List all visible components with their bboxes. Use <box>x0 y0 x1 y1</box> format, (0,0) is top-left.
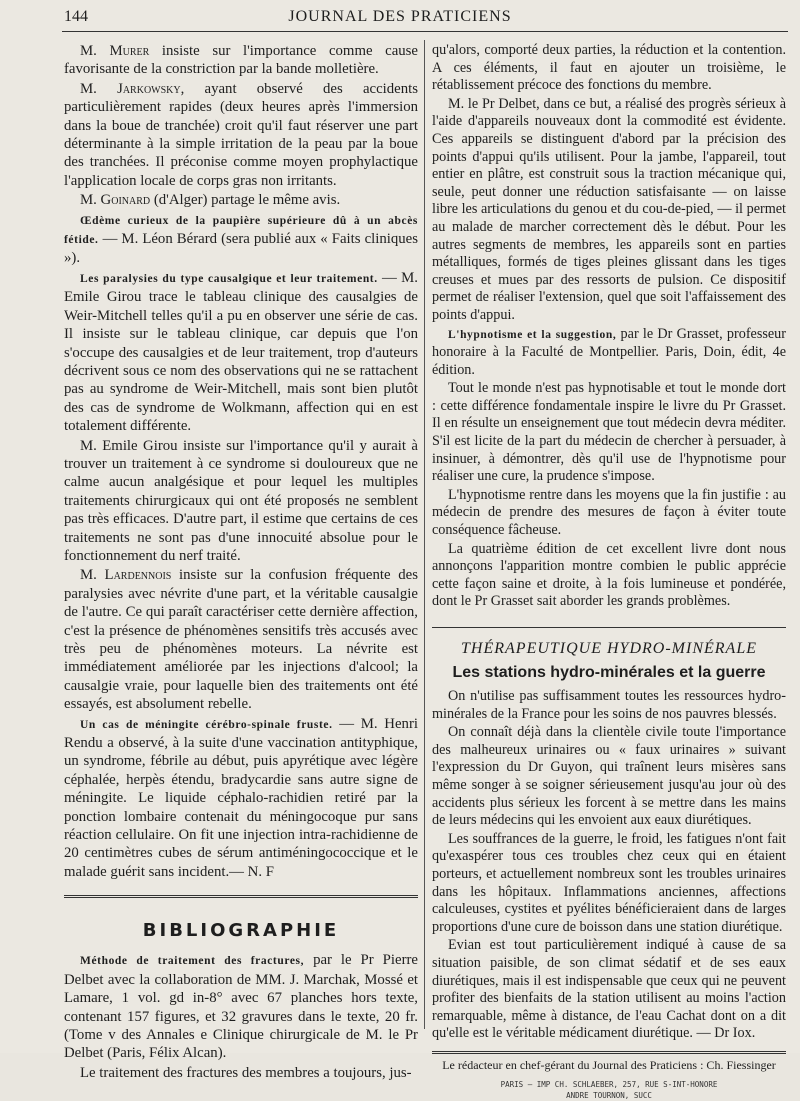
paragraph-quatrieme-edition: La quatrième édition de cet excellent livre dont nous annonçons l'apparition montre combien le public apprécie cette façon saine et droite, à la fois lumineuse et pondérée, dont le Pr Grasset sait aborder les grands problèmes. <box>432 540 786 610</box>
page-number: 144 <box>64 8 88 25</box>
paragraph-text: par le Pr Pierre Delbet avec la collaboration de MM. J. Marchak, Mossé et Lamare, 1 vol. gd in-8° avec 67 planches hors texte, contenant 157 figures, et 32 gravures dans le texte, 20 fr. (Tome v des Annales e Clinique chirurgicale de M. le Pr Delbet (Paris, Félix Alcan). <box>64 952 418 1062</box>
paragraph-text: insiste sur la confusion fréquente des paralysies avec névrite d'une part, et la véritable causalgie de l'autre. Ce qui paraît caractériser cette dernière affection, c'est la présence de phénomènes sensitifs très accusés avec très peu de phénomènes moteurs. La névrite est immédiatement améliorée par les injections d'alcool; la causalgie vraie, pour laquelle bien des traitements ont été essayés, est absolument rebelle. <box>64 567 418 713</box>
author-name: M. Goinard <box>80 192 151 209</box>
journal-title: JOURNAL DES PRATICIENS <box>288 8 512 25</box>
footer-rule <box>432 1051 786 1054</box>
book-title: Méthode de traitement des fractures, <box>80 955 305 968</box>
book-title: L'hypnotisme et la suggestion, <box>448 328 617 341</box>
paragraph-text: insiste sur l'importance comme cause favorisante de la constriction par la bande molletière. <box>64 43 418 78</box>
paragraph-evian: Evian est tout particulièrement indiqué à cause de sa situation paisible, de son climat sédatif et de ses eaux diurétiques, mais il est indispensable que ceux qui ne peuvent profiter des bienfaits de la station utilisent au moins l'action remarquable, même à distance, de l'eau Cachat dont on a dit qu'elle est le véritable médicament diurétique. — Dr Iox. <box>432 937 786 1042</box>
editor-credit: Le rédacteur en chef-gérant du Journal des Praticiens : Ch. Fiessinger <box>442 1057 776 1072</box>
paragraph-moyens: L'hypnotisme rentre dans les moyens que la fin justifie : au médecin de prendre des mesures de façon à éviter toute conséquence fâcheuse. <box>432 486 786 539</box>
article-heading: Les paralysies du type causalgique et leur traitement. <box>80 272 378 285</box>
paragraph-girou: M. Emile Girou insiste sur l'importance qu'il y aurait à trouver un traitement à ce syndrome si douloureux que ne calme aucun analgésique et pour lequel les multiples traitements chirurgicaux qui ont été proposés ne semblent pas très efficaces. D'autre part, il estime que certains de ces traitements ne sont pas d'une innocuité absolue pour le fonctionnement du nerf traité. <box>64 437 418 564</box>
right-column <box>432 42 786 1101</box>
paragraph-meningite <box>64 715 418 882</box>
paragraph-goinard <box>64 191 418 209</box>
article-heading: Un cas de méningite cérébro-spinale fruste. <box>80 718 333 731</box>
bibliography-section <box>64 895 418 1082</box>
paragraph-delbet-appareils: M. le Pr Delbet, dans ce but, a réalisé des progrès sérieux à l'aide d'appareils nouveaux dont la commodité est évidente. Ces appareils se distinguent d'abord par la précision des points d'appui qu'ils utilisent. Pour la jambe, l'appareil, tout entier en plâtre, est construit sous la traction mécanique qui, seule, peut donner une réduction satisfaisante — on laisse libre les articulations du genou et du cou-de-pied, — il permet au malade de marcher correctement dès le début. Pour les autres segments de membres, les appareils sont en parties métalliques, formés de tiges pleines glissant dans les tiges creuses et mues par des ressorts de pulsion. Ce dispositif permet de réaliser l'extension, quel que soit l'affaissement des points d'appui. <box>432 95 786 323</box>
paragraph-hypnotisme-ref <box>432 326 786 380</box>
printer-line: PARIS — IMP CH. SCHLAEBER, 257, RUE S-INT-HONORE <box>500 1079 718 1089</box>
article-heading: Œdème curieux de la paupière supérieure dû à un abcès fétide. <box>64 214 418 247</box>
paragraph-text: par le Dr Grasset, professeur honoraire à la Faculté de Montpellier. Paris, Doin, édit, 4e édition. <box>432 325 786 378</box>
paragraph-ressources: On n'utilise pas suffisamment toutes les ressources hydro-minérales de la France pour les soins de nos pauvres blessés. <box>432 688 786 722</box>
paragraph-murer <box>64 42 418 79</box>
bibliography-title: BIBLIOGRAPHIE <box>142 920 340 942</box>
paragraph-delbet-book <box>64 951 418 1062</box>
paragraph-hypnotisable: Tout le monde n'est pas hypnotisable et tout le monde dort : cette différence fondamentale inspire le livre du Pr Grasset. Il en résulte un enseignement que tout médecin devra méditer. S'il est licite de la part du médecin de chercher à persuader, à insinuer, à démontrer, dès qu'il use de l'hypnotisme pour réaliser une cure, la prudence s'impose. <box>432 380 786 485</box>
paragraph-text: — M. Emile Girou trace le tableau clinique des causalgies de Weir-Mitchell telles qu'il a pu en observer une série de cas. Il insiste sur le tableau clinique, car depuis que l'on s'occupe des causalgies et de leur traitement, trop d'auteurs décrivent sous ce nom des observations qui ne se rattachent pas au syndrome de Weir-Mitchell, mais sont bien plutôt des cas de syndrome de Wolkmann, affection qui en est totalement différente. <box>64 269 418 435</box>
paragraph-text: — M. Henri Rendu a observé, à la suite d'une vaccination antityphique, un syndrome, fébrile au début, puis apyrétique avec légère céphalée, herpès étendu, bradycardie sans autre signe de méningite. Le liquide céphalo-rachidien retiré par la ponction lombaire contenait du méningocoque pur sans réaction cellulaire. On fit une injection intra-rachidienne de 20 centimètres cubes de sérum antiméningococcique et le malade guérit sans incident.— N. F <box>64 715 418 880</box>
paragraph-text: (d'Alger) partage le même avis. <box>150 192 341 209</box>
paragraph-oedeme <box>64 211 418 268</box>
paragraph-paralysies <box>64 269 418 436</box>
section-subtitle: Les stations hydro-minérales et la guerre <box>452 664 766 681</box>
paragraph-urinaires: On connaît déjà dans la clientèle civile toute l'importance des malheureux urinaires ou « faux urinaires » suivant l'expression du Dr Guyon, qui traînent leurs misères sans même songer à se soigner sérieusement jusqu'au jour où des accidents plus sérieux les forcent à se mettre dans les mains de leurs médecins qui les envoient aux eaux diurétiques. <box>432 724 786 829</box>
therapeutique-section <box>432 627 786 1043</box>
paragraph-souffrances: Les souffrances de la guerre, le froid, les fatigues n'ont fait qu'exaspérer tous ces troubles chez ceux qui en étaient porteurs, et actuellement nombreux sont les troubles urinaires dans les hôpitaux. Inflammations anciennes, affections calculeuses, cystites et pyélites bénéficieraient dans de larges proportions d'une cure de boisson dans une station diurétique. <box>432 830 786 935</box>
paragraph-lardennois <box>64 566 418 713</box>
author-name: M. Murer <box>80 43 150 59</box>
author-name: M. Lardennois <box>80 567 172 584</box>
paragraph-fractures: Le traitement des fractures des membres a toujours, jus- <box>80 1064 412 1081</box>
printer-line: ANDRE TOURNON, SUCC <box>566 1090 652 1100</box>
author-name: M. Jarkowsky, <box>80 80 185 97</box>
printer-imprint <box>432 1079 786 1101</box>
paragraph-jarkowsky <box>64 80 418 190</box>
column-divider <box>424 40 425 1029</box>
paragraph-continuation: qu'alors, comporté deux parties, la réduction et la contention. A ces éléments, il faut en ajouter un troisième, le rétablissement précoce des fonctions du membre. <box>432 42 786 94</box>
left-column <box>64 42 418 1083</box>
paragraph-text: ayant observé des accidents particulièrement rapides (deux heures après l'immersion dans la boue de tranchée) croit qu'il faut réserver une part déterminante à la simple irritation de la peau par la boue des tranchées. Il préconise comme moyen prophylactique l'application locale de corps gras non irritants. <box>64 80 418 189</box>
header-rule <box>62 31 788 32</box>
section-title: THÉRAPEUTIQUE HYDRO-MINÉRALE <box>461 640 757 657</box>
page-header <box>0 4 800 30</box>
paragraph-text: — M. Léon Bérard (sera publié aux « Faits cliniques »). <box>64 231 418 267</box>
